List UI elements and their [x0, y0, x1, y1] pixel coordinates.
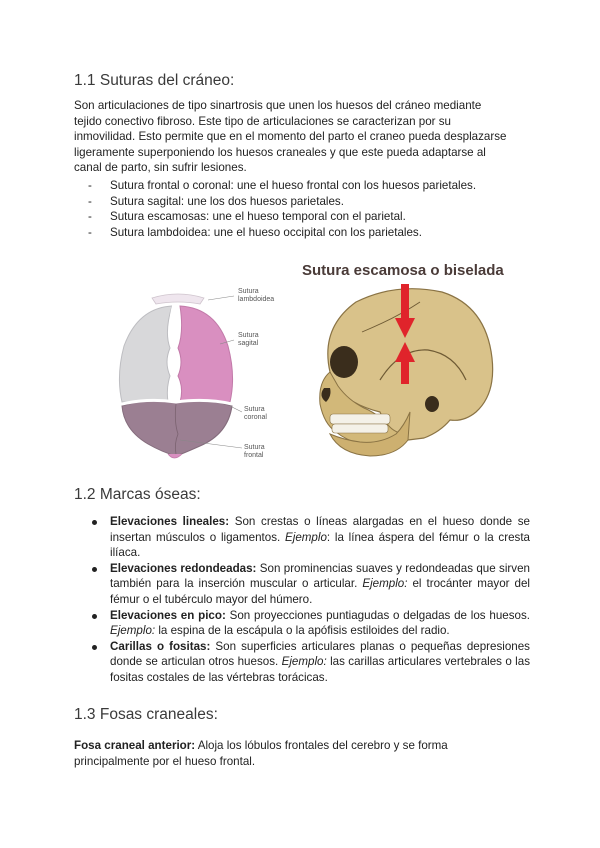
- example-label: Ejemplo:: [110, 624, 156, 638]
- list-item: [90, 639, 530, 686]
- nasal-tip-shape: [168, 454, 182, 458]
- list-item-text: Sutura escamosas: une el hueso temporal con el parietal.: [110, 210, 406, 224]
- bullet-icon: [92, 614, 97, 619]
- occipital-shape: [152, 294, 204, 304]
- description: Son prominencias suaves y redondeadas que sirven también para la inserción muscular o articular.: [110, 561, 530, 591]
- paragraph-line: inmovilidad. Esto permite que en el momento del parto el craneo pueda desplazarse: [74, 130, 507, 144]
- description: Son superficies articulares planas o pequeñas depresiones donde se articulan otros huesos.: [110, 639, 530, 669]
- list-item-text: Sutura lambdoidea: une el hueso occipital con los parietales.: [110, 225, 422, 239]
- dash-marker: -: [88, 194, 92, 208]
- paragraph-line: ligeramente superponiendo los huesos craneales y que este pueda adaptarse al: [74, 145, 486, 159]
- parietal-right-shape: [178, 306, 233, 402]
- description: Son crestas o líneas alargadas en el hueso donde se insertan músculos o ligamentos.: [110, 515, 530, 544]
- list-item: [88, 209, 476, 225]
- dash-marker: -: [88, 210, 92, 224]
- list-item-text: Sutura sagital: une los dos huesos parietales.: [110, 194, 344, 208]
- frontal-bone-shape: [122, 401, 232, 456]
- example-label: Ejemplo:: [281, 655, 327, 669]
- paragraph-line: Son articulaciones de tipo sinartrosis que unen los huesos del cráneo mediante: [74, 99, 482, 112]
- description: Aloja los lóbulos frontales del cerebro y se forma principalmente por el hueso frontal.: [74, 739, 448, 768]
- orbit-shape: [330, 346, 358, 378]
- sagittal-suture-line: [171, 304, 174, 402]
- list-item: [90, 561, 530, 608]
- heading-fosas-craneales: 1.3 Fosas craneales:: [74, 706, 218, 723]
- heading-marcas-oseas: 1.2 Marcas óseas:: [74, 486, 201, 503]
- figure-title-sutura-escamosa: Sutura escamosa o biselada: [302, 262, 504, 279]
- ear-canal-shape: [425, 396, 439, 412]
- dash-marker: -: [88, 179, 92, 192]
- term: Elevaciones redondeadas:: [110, 561, 257, 575]
- skull-top-view-drawing: [108, 284, 288, 470]
- label-sutura-frontal: Sutura frontal: [244, 444, 265, 459]
- skull-lateral-drawing: [300, 262, 500, 468]
- label-sutura-sagital: Sutura sagital: [238, 332, 259, 347]
- dash-marker: -: [88, 225, 92, 239]
- example-text: las carillas articulares vertebrales o las fositas costales de las vértebras torácicas.: [110, 655, 531, 684]
- example-text: : la línea áspera del fémur o la cresta ilíaca.: [110, 530, 530, 560]
- list-item: [88, 225, 476, 241]
- description: Son proyecciones puntiagudas o delgadas de los huesos.: [225, 608, 530, 622]
- list-item: [90, 514, 530, 561]
- label-sutura-coronal: Sutura coronal: [244, 406, 267, 421]
- paragraph-line: canal de parto, sin sufrir lesiones.: [74, 161, 247, 175]
- heading-suturas: 1.1 Suturas del cráneo:: [74, 72, 235, 89]
- paragraph-suturas: [74, 98, 534, 176]
- term: Elevaciones en pico:: [110, 608, 226, 622]
- skull-lateral-figure: [300, 262, 500, 468]
- bullet-icon: [92, 520, 97, 525]
- term: Elevaciones lineales:: [110, 515, 230, 528]
- example-text: la espina de la escápula o la apófisis estiloides del radio.: [155, 624, 450, 638]
- label-sutura-lambdoidea: Sutura lambdoidea: [238, 288, 275, 303]
- bullet-icon: [92, 567, 97, 572]
- list-item-text: Sutura frontal o coronal: une el hueso frontal con los huesos parietales.: [110, 179, 477, 192]
- example-text: el trocánter mayor del fémur o el tubérculo mayor del húmero.: [110, 577, 531, 606]
- paragraph-fosa-anterior: [74, 738, 514, 769]
- bullet-icon: [92, 645, 97, 650]
- example-label: Ejemplo: [285, 530, 327, 544]
- teeth-group: [330, 414, 390, 433]
- skull-top-view-figure: [108, 284, 288, 470]
- bone-marks-list: [90, 514, 530, 686]
- leader-line: [208, 296, 234, 300]
- term: Fosa craneal anterior:: [74, 739, 196, 752]
- list-item: [88, 194, 476, 210]
- parietal-left-shape: [119, 306, 172, 402]
- example-label: Ejemplo:: [362, 577, 408, 591]
- list-item: [90, 608, 530, 639]
- suture-list: [88, 178, 476, 240]
- paragraph-line: tejido conectivo fibroso. Este tipo de articulaciones se caracterizan por su: [74, 114, 451, 128]
- term: Carillas o fositas:: [110, 639, 211, 653]
- list-item: [88, 178, 476, 194]
